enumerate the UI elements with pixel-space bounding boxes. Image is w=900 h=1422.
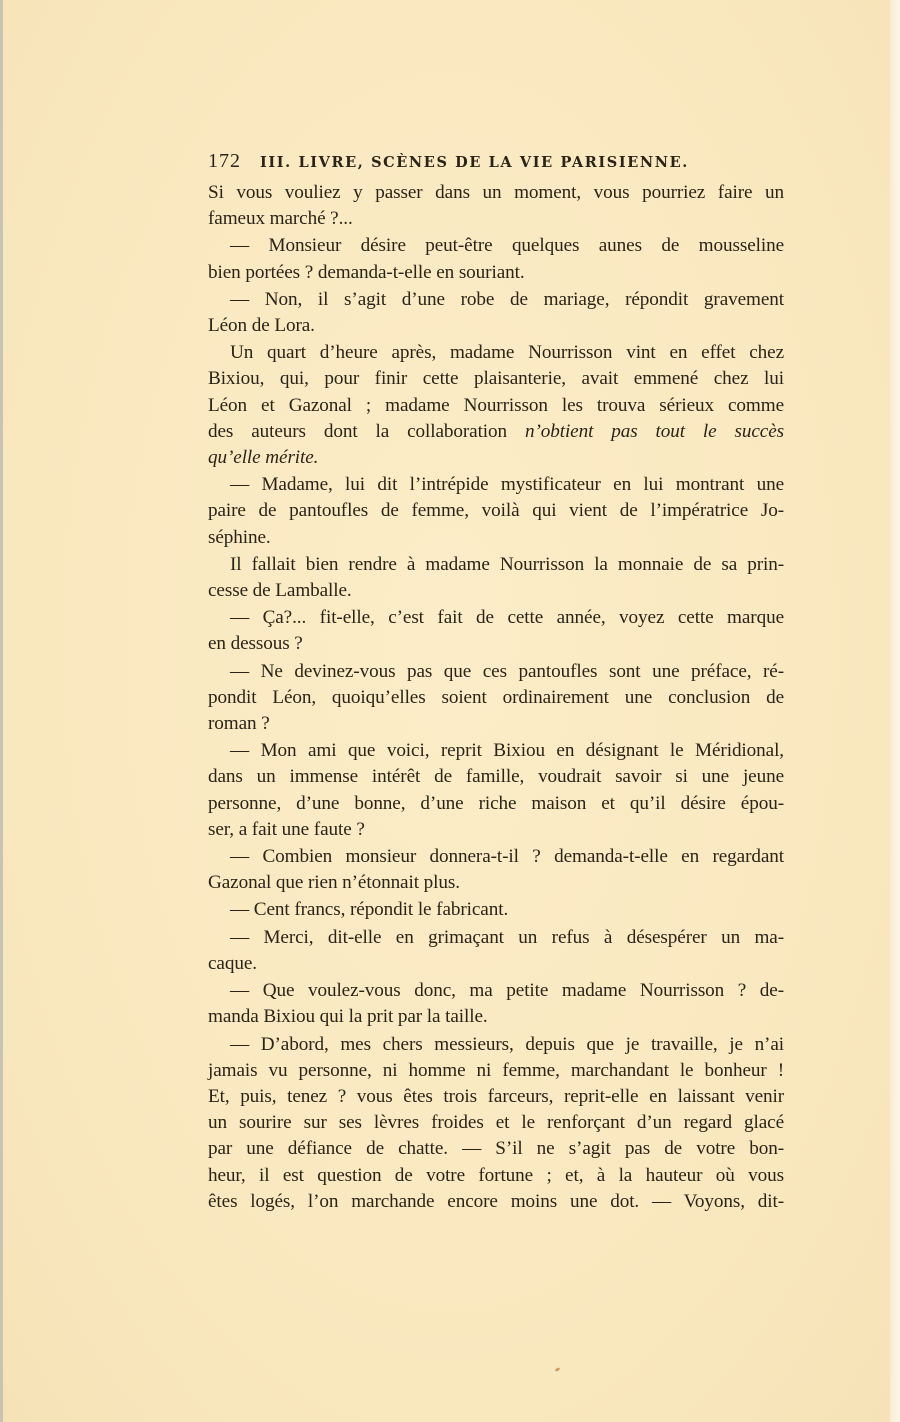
page-right-margin-strip [890, 0, 900, 1422]
text-line: — Merci, dit-elle en grimaçant un refus à désespérer un ma- [230, 926, 784, 948]
text-line: Il fallait bien rendre à madame Nourrisson la monnaie de sa prin- [230, 553, 784, 575]
text-line: ser, a fait une faute ? [208, 818, 365, 840]
text-line: dans un immense intérêt de famille, voudrait savoir si une jeune [208, 766, 784, 788]
text-line: roman ? [208, 713, 270, 735]
text-line: fameux marché ?... [208, 208, 353, 230]
text-line: — Madame, lui dit l’intrépide mystificateur en lui montrant une [230, 474, 784, 496]
text-line: par une défiance de chatte. — S’il ne s’agit pas de votre bon- [208, 1138, 784, 1160]
paragraph [208, 605, 784, 657]
paragraph [208, 233, 784, 285]
text-line: — D’abord, mes chers messieurs, depuis que je travaille, je n’ai [230, 1033, 784, 1055]
paragraph [208, 897, 784, 923]
text-line: Si vous vouliez y passer dans un moment, vous pourriez faire un [208, 182, 784, 203]
running-title: III. LIVRE, SCÈNES DE LA VIE PARISIENNE. [260, 154, 689, 171]
text-line: — Cent francs, répondit le fabricant. [230, 899, 509, 921]
italic-phrase: n’obtient pas tout le succès [524, 420, 784, 442]
text-line: paire de pantoufles de femme, voilà qui vient de l’impératrice Jo- [208, 500, 784, 522]
text-line: Léon et Gazonal ; madame Nourrisson les trouva sérieux comme [208, 394, 784, 416]
paragraph [208, 978, 784, 1030]
text-line: jamais vu personne, ni homme ni femme, marchandant le bonheur ! [208, 1059, 784, 1081]
paragraph [208, 925, 784, 977]
text-line: bien portées ? demanda-t-elle en souriant. [208, 261, 525, 283]
text-line: pondit Léon, quoiqu’elles soient ordinairement une conclusion de [208, 686, 784, 708]
text-line: en dessous ? [208, 633, 303, 655]
text-line: caque. [208, 952, 257, 974]
paragraph [208, 287, 784, 339]
text-line-mixed [208, 419, 784, 445]
text-span: des auteurs dont la collaboration [208, 420, 525, 442]
text-line: heur, il est question de votre fortune ; et, à la hauteur où vous [208, 1164, 784, 1186]
paragraph [208, 552, 784, 604]
text-line: un sourire sur ses lèvres froides et le renforçant d’un regard glacé [208, 1112, 784, 1134]
text-line: Et, puis, tenez ? vous êtes trois farceurs, reprit-elle en laissant venir [208, 1085, 784, 1107]
text-line: — Ça?... fit-elle, c’est fait de cette année, voyez cette marque [230, 607, 784, 629]
text-line: — Ne devinez-vous pas que ces pantoufles sont une préface, ré- [230, 660, 784, 682]
text-line: séphine. [208, 526, 271, 548]
text-line: Gazonal que rien n’étonnait plus. [208, 872, 460, 894]
text-line: — Monsieur désire peut-être quelques aunes de mousseline [230, 235, 784, 257]
paragraph [208, 659, 784, 738]
text-line: manda Bixiou qui la prit par la taille. [208, 1006, 488, 1028]
text-block [208, 150, 784, 1216]
paper-speck [555, 1367, 561, 1372]
paragraph [208, 180, 784, 232]
running-head [208, 150, 784, 180]
text-line: Léon de Lora. [208, 315, 315, 337]
text-line: — Mon ami que voici, reprit Bixiou en désignant le Méridional, [230, 740, 784, 762]
text-line: êtes logés, l’on marchande encore moins une dot. — Voyons, dit- [208, 1190, 784, 1212]
text-line: Un quart d’heure après, madame Nourrisson vint en effet chez [230, 342, 784, 364]
page-number: 172 [208, 150, 241, 172]
paragraph [208, 844, 784, 896]
page-left-edge [0, 0, 3, 1422]
paragraph [208, 340, 784, 471]
paragraph [208, 1032, 784, 1215]
text-line: personne, d’une bonne, d’une riche maison et qu’il désire épou- [208, 792, 784, 814]
text-line: Bixiou, qui, pour finir cette plaisanterie, avait emmené chez lui [208, 368, 784, 390]
text-line: cesse de Lamballe. [208, 580, 352, 602]
text-line: — Que voulez-vous donc, ma petite madame Nourrisson ? de- [230, 980, 784, 1002]
text-line-italic: qu’elle mérite. [208, 447, 319, 469]
paragraph [208, 472, 784, 551]
text-line: — Combien monsieur donnera-t-il ? demanda-t-elle en regardant [230, 846, 784, 868]
text-line: — Non, il s’agit d’une robe de mariage, répondit gravement [230, 288, 784, 310]
paragraph [208, 738, 784, 843]
